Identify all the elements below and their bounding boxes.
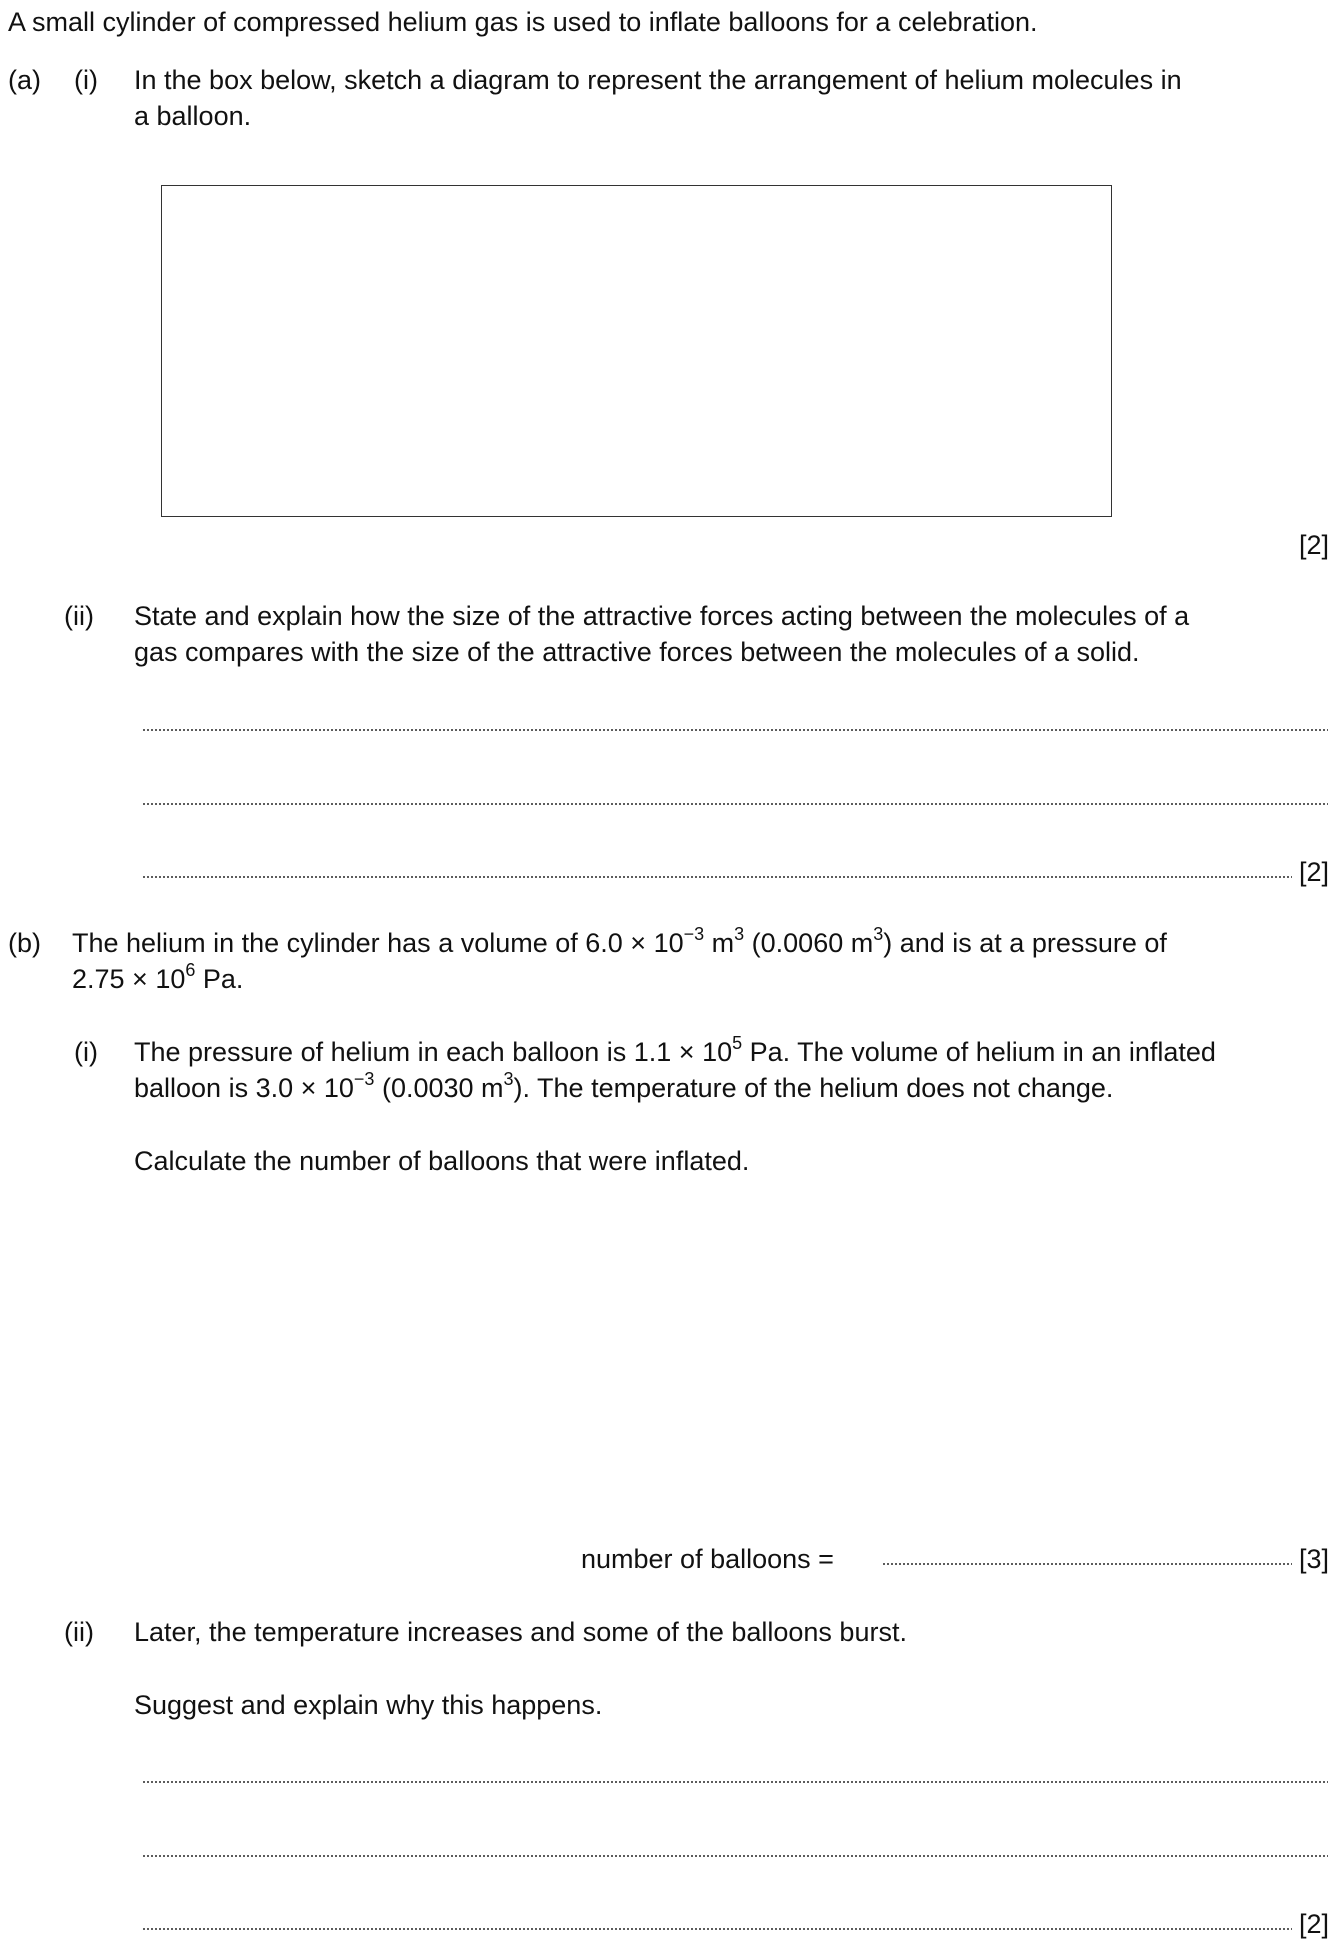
- answer-line[interactable]: [142, 876, 1292, 878]
- part-a-ii-text-line1: State and explain how the size of the attractive forces acting between the molecules of a: [134, 601, 1190, 631]
- part-a-i-marks: [2]: [1298, 530, 1329, 560]
- part-a-i-text-line1: In the box below, sketch a diagram to represent the arrangement of helium molecules in: [134, 65, 1182, 95]
- part-a-ii-label: (ii): [64, 601, 94, 631]
- answer-line[interactable]: [142, 729, 1328, 731]
- answer-line[interactable]: [142, 1781, 1328, 1783]
- number-of-balloons-label: number of balloons =: [581, 1544, 834, 1574]
- part-a-label: (a): [8, 65, 41, 95]
- part-b-i-text-line2: balloon is $3.0 \times 10^{-3}$ (0.0030 $m^3$). The temperature of the helium does not change.: [134, 1069, 1114, 1103]
- answer-line[interactable]: [142, 1855, 1328, 1857]
- part-b-label: (b): [8, 928, 41, 958]
- part-b-stem-line2: $2.75 \times 10^6$ Pa.: [72, 960, 244, 994]
- part-a-i-label: (i): [74, 65, 98, 95]
- part-b-i-instruction: Calculate the number of balloons that were inflated.: [134, 1146, 750, 1176]
- part-b-i-marks: [3]: [1298, 1544, 1329, 1574]
- answer-line[interactable]: [142, 803, 1328, 805]
- part-b-ii-marks: [2]: [1298, 1909, 1329, 1939]
- part-b-stem-line1: The helium in the cylinder has a volume of $6.0 \times 10^{-3}$ $m^3$ (0.0060 $m^3$) and is at a pressure of: [72, 924, 1167, 958]
- sketch-answer-box[interactable]: [161, 185, 1112, 517]
- part-b-ii-label: (ii): [64, 1617, 94, 1647]
- number-of-balloons-answer-line[interactable]: [882, 1563, 1292, 1565]
- part-a-ii-text-line2: gas compares with the size of the attractive forces between the molecules of a solid.: [134, 637, 1140, 667]
- part-a-i-text-line2: a balloon.: [134, 101, 252, 131]
- part-b-ii-instruction: Suggest and explain why this happens.: [134, 1690, 603, 1720]
- part-b-ii-text-line1: Later, the temperature increases and some of the balloons burst.: [134, 1617, 907, 1647]
- part-b-i-text-line1: The pressure of helium in each balloon is $1.1 \times 10^5$ Pa. The volume of helium in an inflated: [134, 1033, 1216, 1067]
- intro-text: A small cylinder of compressed helium gas is used to inflate balloons for a celebration.: [8, 7, 1038, 37]
- answer-line[interactable]: [142, 1928, 1292, 1930]
- part-a-ii-marks: [2]: [1298, 857, 1329, 887]
- part-b-i-label: (i): [74, 1037, 98, 1067]
